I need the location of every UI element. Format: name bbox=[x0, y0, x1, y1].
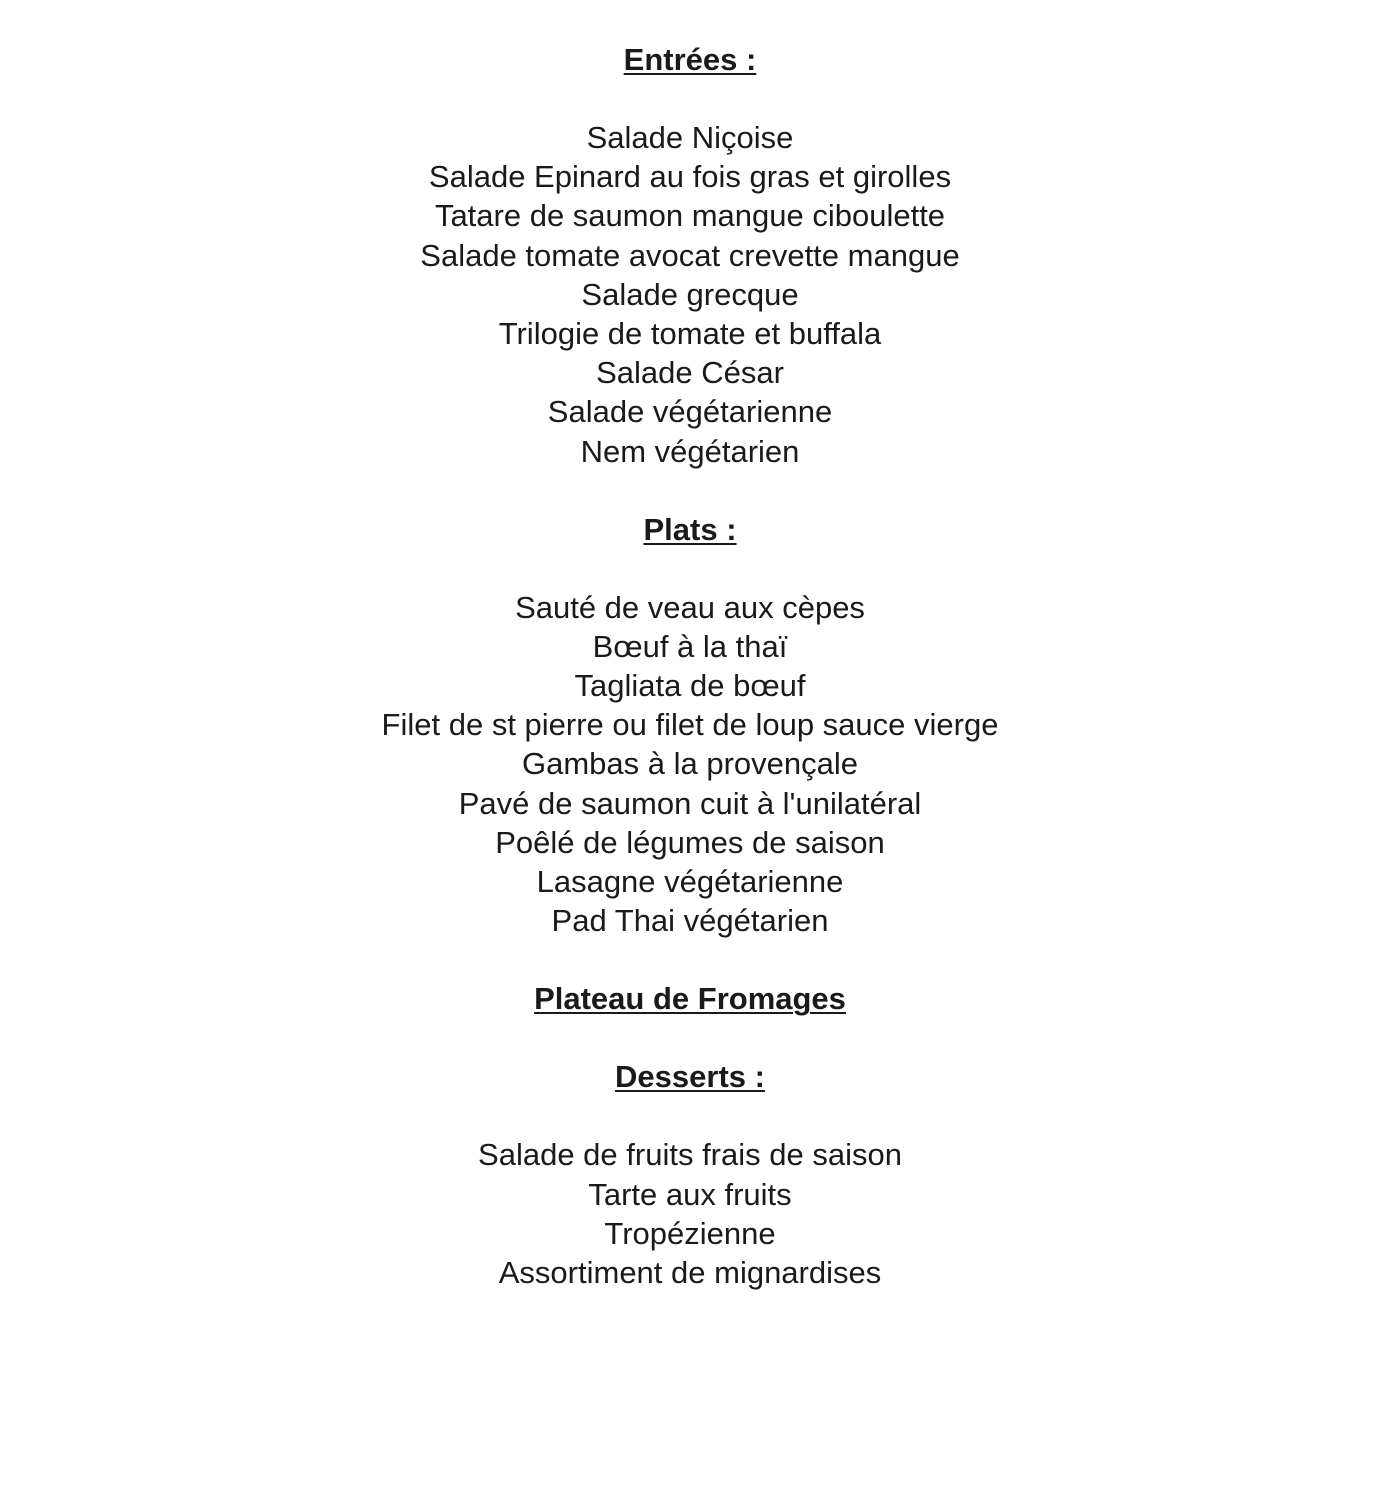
section-fromages bbox=[0, 979, 1380, 1018]
menu-item: Gambas à la provençale bbox=[521, 746, 859, 782]
menu-item: Salade Epinard au fois gras et girolles bbox=[428, 159, 952, 195]
menu-item: Salade de fruits frais de saison bbox=[478, 1137, 902, 1173]
section-entrees bbox=[0, 40, 1380, 471]
menu-item: Pad Thai végétarien bbox=[551, 903, 829, 939]
menu-item: Tropézienne bbox=[604, 1215, 776, 1251]
menu-item: Tatare de saumon mangue ciboulette bbox=[434, 198, 946, 234]
menu-item: Bœuf à la thaï bbox=[592, 628, 788, 664]
section-title-plats: Plats : bbox=[643, 511, 737, 547]
menu-item: Salade César bbox=[596, 355, 784, 391]
item-list-desserts bbox=[0, 1135, 1380, 1292]
menu-item: Tarte aux fruits bbox=[588, 1176, 792, 1212]
menu-item: Salade Niçoise bbox=[586, 120, 794, 155]
item-list-plats bbox=[0, 588, 1380, 941]
menu-item: Salade tomate avocat crevette mangue bbox=[420, 237, 960, 273]
menu-item: Nem végétarien bbox=[580, 433, 800, 469]
menu-item: Assortiment de mignardises bbox=[498, 1254, 882, 1290]
menu-item: Lasagne végétarienne bbox=[536, 864, 844, 899]
menu-document bbox=[0, 40, 1380, 1292]
menu-item: Sauté de veau aux cèpes bbox=[515, 589, 865, 625]
section-title-entrees: Entrées : bbox=[623, 42, 757, 77]
menu-item: Pavé de saumon cuit à l'unilatéral bbox=[458, 785, 922, 821]
item-list-entrees bbox=[0, 118, 1380, 471]
section-title-fromages: Plateau de Fromages bbox=[534, 981, 846, 1017]
menu-item: Trilogie de tomate et buffala bbox=[498, 315, 882, 351]
section-plats bbox=[0, 510, 1380, 941]
menu-item: Salade végétarienne bbox=[547, 394, 833, 430]
menu-item: Tagliata de bœuf bbox=[574, 668, 806, 704]
menu-item: Filet de st pierre ou filet de loup sauce vierge bbox=[381, 707, 999, 743]
section-title-desserts: Desserts : bbox=[615, 1059, 765, 1095]
menu-item: Salade grecque bbox=[581, 276, 799, 312]
menu-item: Poêlé de légumes de saison bbox=[495, 824, 885, 860]
section-desserts bbox=[0, 1057, 1380, 1292]
